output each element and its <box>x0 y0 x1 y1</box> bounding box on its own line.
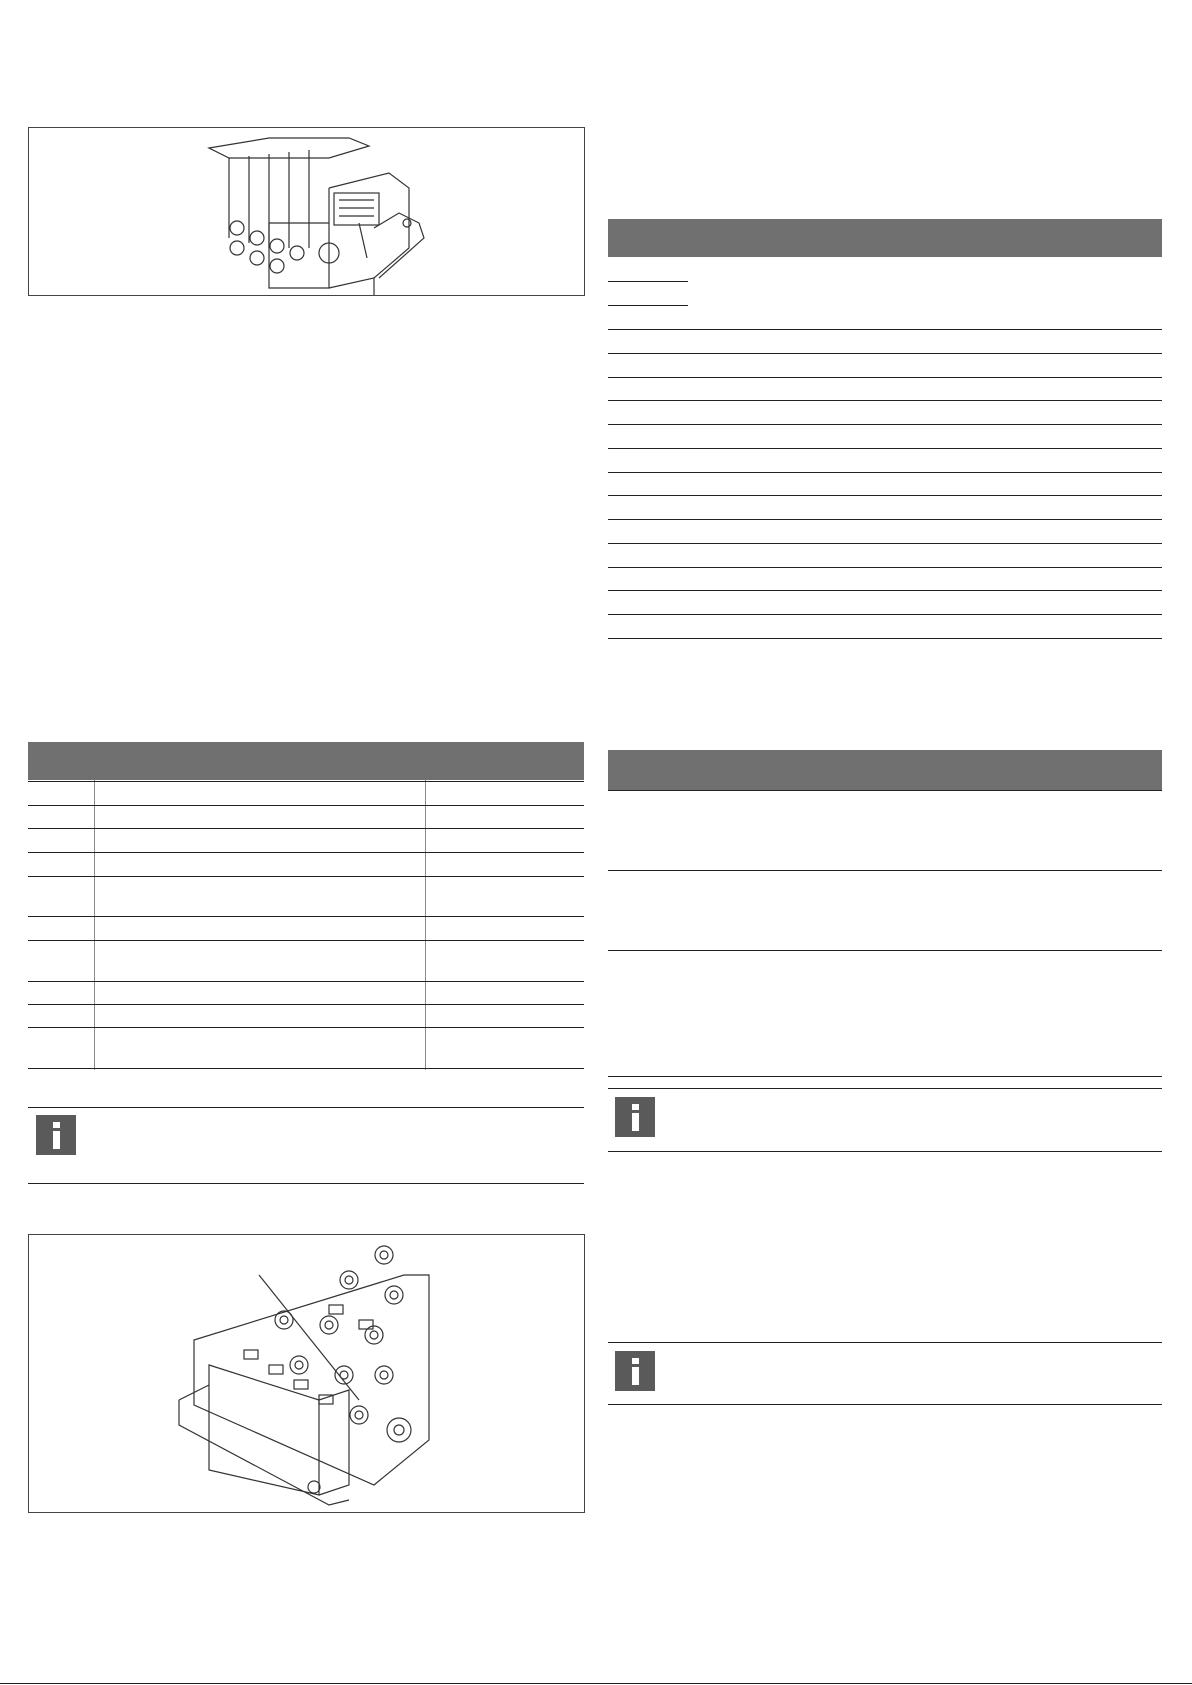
table-row-rule <box>608 790 1162 791</box>
table-row-rule <box>28 981 584 982</box>
note-top-rule <box>28 1107 584 1108</box>
note-top-rule <box>608 1342 1162 1343</box>
table-row-rule <box>608 543 1162 544</box>
table-row-rule <box>28 828 584 829</box>
table-row-rule <box>608 377 1162 378</box>
manifold-base-illustration <box>29 1235 584 1512</box>
table-row-rule <box>608 870 1162 871</box>
table-row-rule <box>608 448 1162 449</box>
table-row-rule <box>608 638 1162 639</box>
table-row-rule <box>608 519 1162 520</box>
table-row-rule <box>28 852 584 853</box>
table-row-rule <box>28 1004 584 1005</box>
table-row-rule <box>608 567 1162 568</box>
table-row-rule <box>608 472 1162 473</box>
table-row-rule <box>28 1027 584 1028</box>
info-icon <box>615 1097 655 1137</box>
table-row-rule <box>28 940 584 941</box>
manifold-illustration <box>29 128 584 295</box>
table-header-right-bottom <box>608 750 1162 790</box>
note-text <box>96 1118 576 1178</box>
note-bottom-rule <box>608 1404 1162 1405</box>
table-row-rule <box>608 950 1162 951</box>
table-subheader-rule <box>608 305 688 306</box>
note-bottom-rule <box>28 1183 584 1184</box>
note-top-rule <box>608 1088 1162 1089</box>
table-row-rule <box>28 876 584 877</box>
table-header-left <box>28 742 584 780</box>
table-row-rule <box>608 329 1162 330</box>
table-row-rule <box>28 805 584 806</box>
note-text <box>675 1352 1155 1402</box>
table-row-rule <box>608 424 1162 425</box>
table-subheader-rule <box>608 281 688 282</box>
info-icon <box>615 1351 655 1391</box>
table-row-rule <box>608 614 1162 615</box>
table-row-rule <box>608 1076 1162 1077</box>
table-row-rule <box>28 781 584 782</box>
note-bottom-rule <box>608 1151 1162 1152</box>
note-text <box>675 1098 1155 1148</box>
table-row-rule <box>28 916 584 917</box>
figure-manifold-base <box>28 1234 585 1513</box>
table-row-rule <box>28 1068 584 1069</box>
table-row-rule <box>608 400 1162 401</box>
info-icon <box>36 1115 76 1155</box>
page-footer-rule <box>0 1683 1192 1684</box>
table-row-rule <box>608 495 1162 496</box>
figure-valve-manifold <box>28 127 585 296</box>
table-row-rule <box>608 353 1162 354</box>
table-row-rule <box>608 590 1162 591</box>
table-header-right-top <box>608 219 1162 257</box>
